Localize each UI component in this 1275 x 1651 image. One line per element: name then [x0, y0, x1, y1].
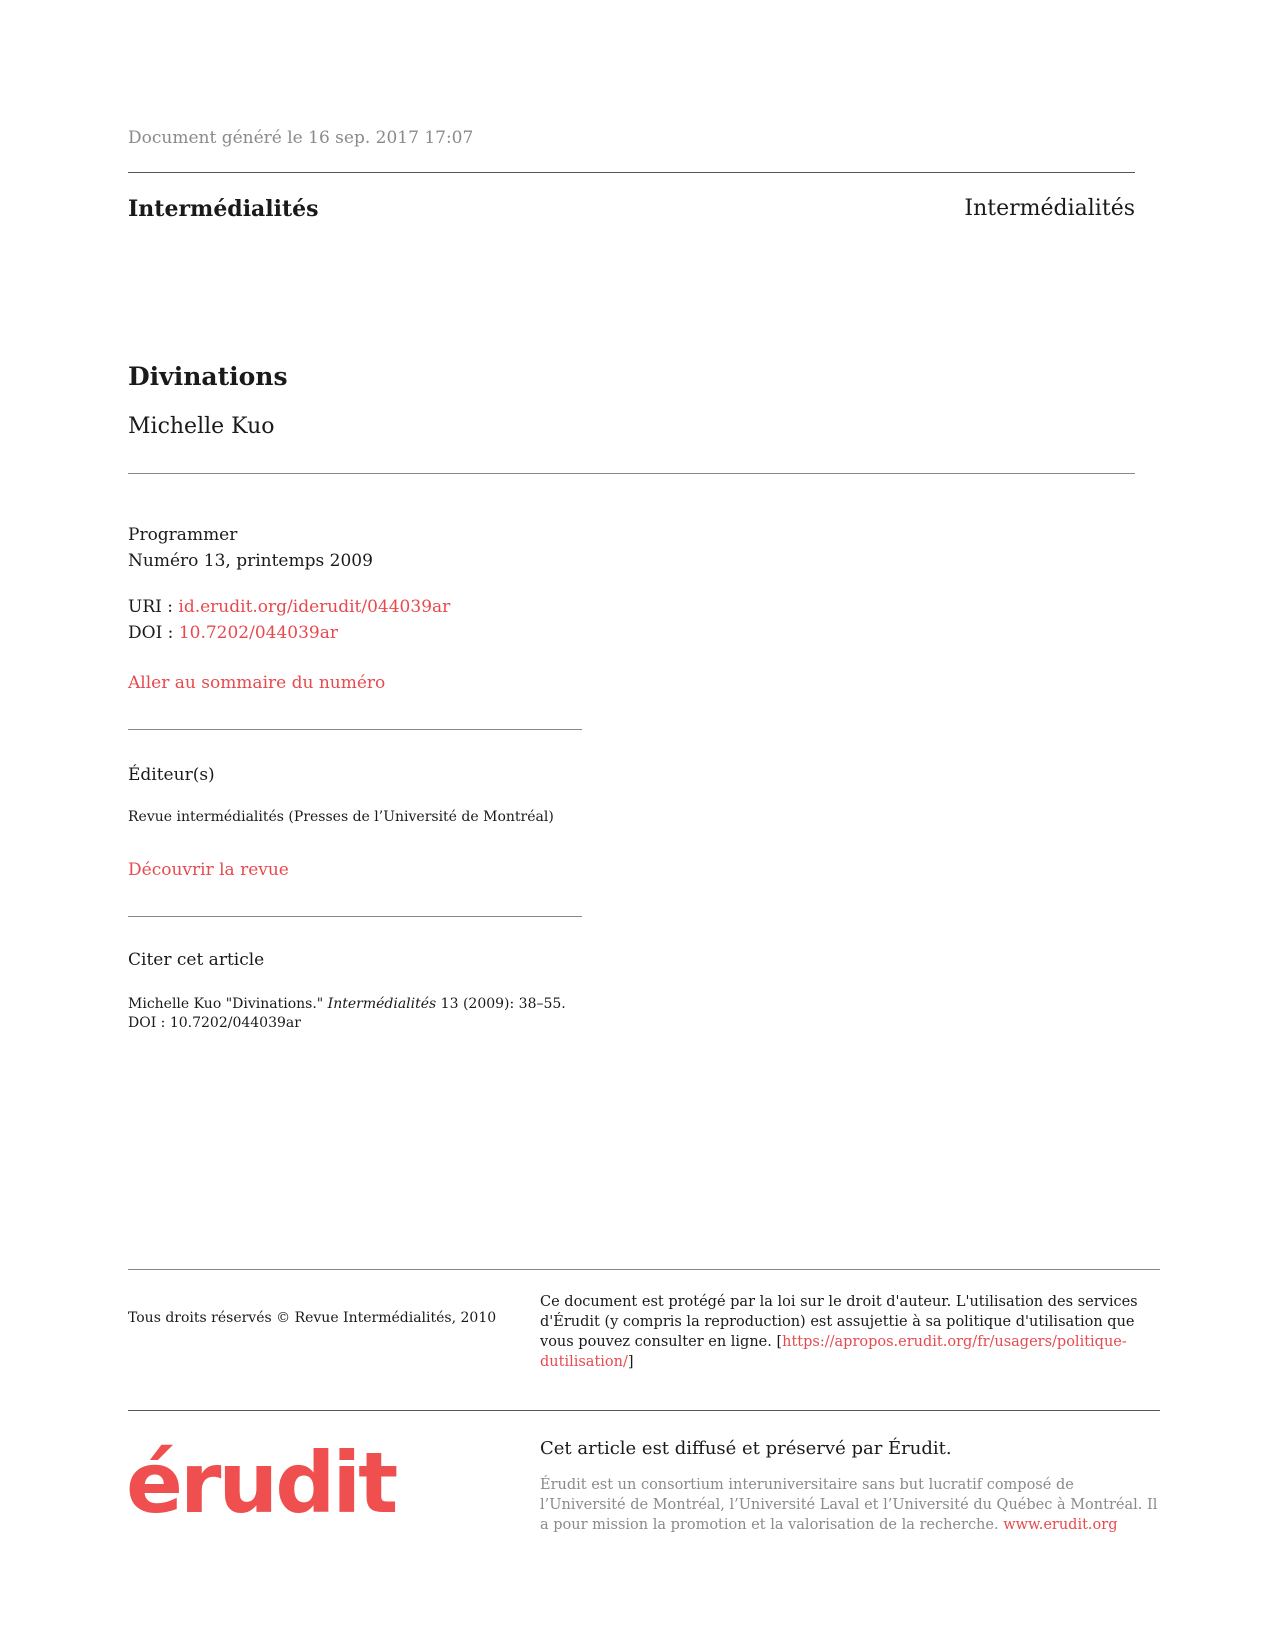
- issue-divider: [128, 729, 582, 730]
- notice-bracket-open: [: [776, 1334, 783, 1350]
- citation-journal: Intermédialités: [327, 996, 437, 1012]
- citation-heading: Citer cet article: [128, 950, 265, 970]
- citation-doi: DOI : 10.7202/044039ar: [128, 1015, 301, 1031]
- diffusion-statement: Cet article est diffusé et préservé par Érudit.: [540, 1438, 952, 1459]
- erudit-logo: [126, 1432, 396, 1532]
- erudit-site-link[interactable]: www.erudit.org: [1003, 1517, 1118, 1533]
- citation-after: 13 (2009): 38–55.: [436, 996, 566, 1012]
- doi-label: DOI :: [128, 623, 179, 643]
- doi-line: [128, 620, 338, 646]
- citation-text: [128, 995, 566, 1014]
- publisher-heading: Éditeur(s): [128, 765, 215, 785]
- uri-label: URI :: [128, 597, 179, 617]
- uri-link[interactable]: id.erudit.org/iderudit/044039ar: [178, 597, 451, 617]
- issue-theme: Programmer: [128, 525, 238, 545]
- notice-text: Ce document est protégé par la loi sur le droit d'auteur. L'utilisation des services d'Érudit (y compris la reproduction) est assujettie à sa politique d'utilisation que vous pouvez consulter en ligne.: [540, 1294, 1138, 1350]
- title-divider: [128, 473, 1135, 474]
- publisher-name: Revue intermédialités (Presses de l’Université de Montréal): [128, 809, 554, 825]
- citation-before: Michelle Kuo "Divinations.": [128, 996, 328, 1012]
- toc-link[interactable]: Aller au sommaire du numéro: [128, 673, 386, 693]
- header-divider: [128, 172, 1135, 173]
- generated-date: Document généré le 16 sep. 2017 17:07: [128, 128, 474, 148]
- copyright-notice: [540, 1292, 1160, 1372]
- policy-link[interactable]: https://apropos.erudit.org/fr/usagers/politique-dutilisation/: [540, 1334, 1127, 1370]
- article-title: Divinations: [128, 362, 288, 391]
- footer-bottom-divider: [128, 1410, 1160, 1411]
- footer-top-divider: [128, 1269, 1160, 1270]
- erudit-logo-mark: [126, 1432, 396, 1532]
- article-author: Michelle Kuo: [128, 414, 275, 439]
- doi-link[interactable]: 10.7202/044039ar: [178, 623, 339, 643]
- publisher-divider: [128, 916, 582, 917]
- discover-journal-link[interactable]: Découvrir la revue: [128, 860, 289, 880]
- erudit-logo-text: érudit: [126, 1434, 396, 1532]
- rights-statement: Tous droits réservés © Revue Intermédialités, 2010: [128, 1310, 497, 1326]
- journal-name-right: Intermédialités: [964, 196, 1135, 221]
- uri-line: [128, 594, 450, 620]
- journal-name-left: Intermédialités: [128, 196, 319, 222]
- issue-number: Numéro 13, printemps 2009: [128, 551, 373, 571]
- consortium-description: [540, 1475, 1160, 1535]
- consortium-text: Érudit est un consortium interuniversitaire sans but lucratif composé de l’Université de Montréal, l’Université Laval et l’Université du Québec à Montréal. Il a pour mission la promotion et la valorisation de la recherche.: [540, 1477, 1158, 1533]
- notice-bracket-close: ]: [627, 1354, 634, 1370]
